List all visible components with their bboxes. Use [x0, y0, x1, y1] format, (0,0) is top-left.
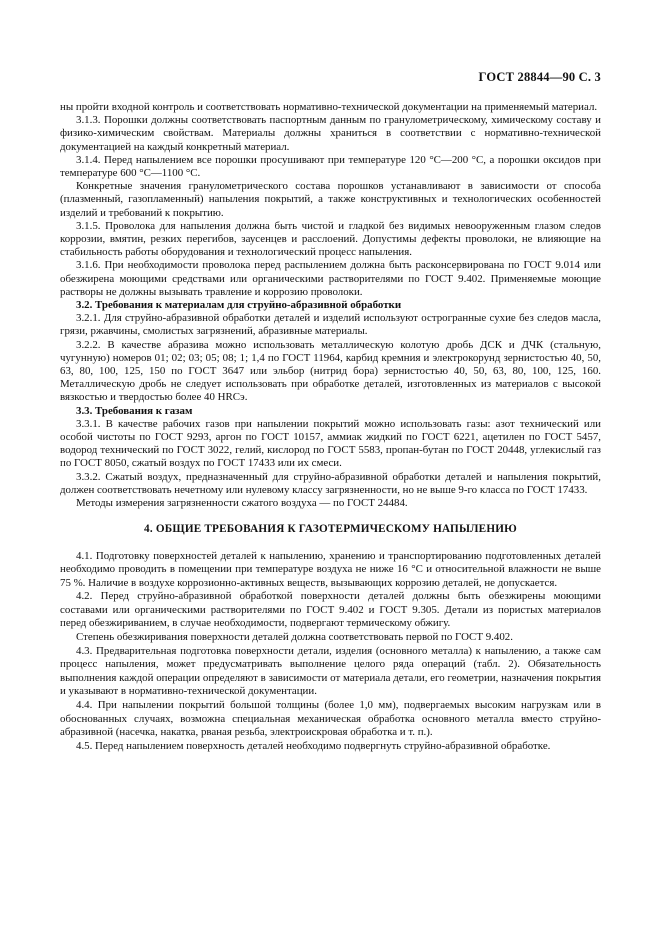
- paragraph: 3.3.1. В качестве рабочих газов при напылении покрытий можно использовать газы: азот технический или особой чистоты по ГОСТ 9293, аргон по ГОСТ 10157, аммиак жидкий по ГОСТ 6221, ацетилен по ГОСТ 5457, водород технический по ГОСТ 3022, гелий, кислород по ГОСТ 5583, пропан-бутан по ГОСТ 20448, углекислый газ по ГОСТ 8050, сжатый воздух по ГОСТ 17433 или их смеси.: [60, 417, 601, 470]
- paragraph: ны пройти входной контроль и соответствовать нормативно-технической документации на применяемый материал.: [60, 101, 598, 113]
- paragraph: 3.1.5. Проволока для напыления должна быть чистой и гладкой без видимых невооруженным глазом следов коррозии, вмятин, резких перегибов, заусенцев и расслоений. Допустимы дефекты проволоки, не влияющие на стабильность работы оборудования и технологический процесс напыления.: [60, 219, 601, 259]
- paragraph: Конкретные значения гранулометрического состава порошков устанавливают в зависимости от способа (плазменный, газопламенный) напыления покрытий, а также конструктивных и технологических особенностей изделий и требований к покрытию.: [60, 180, 601, 219]
- paragraph: 4.5. Перед напылением поверхность деталей необходимо подвергнуть струйно-абразивной обработке.: [76, 739, 551, 752]
- paragraph: 4.1. Подготовку поверхностей деталей к напылению, хранению и транспортированию подготовленных деталей необходимо проводить в помещении при температуре воздуха не ниже 16 °С и относительной влажности не выше 75 %. Наличие в воздухе коррозионно-активных веществ, вызывающих коррозию деталей, не допускается.: [60, 549, 601, 589]
- paragraph: 3.1.3. Порошки должны соответствовать паспортным данным по гранулометрическому, химическому составу и физико-химическим свойствам. Материалы должны храниться в соответствии с нормативно-технической документацией на каждый конкретный материал.: [60, 114, 601, 153]
- subsection-heading: 3.2. Требования к материалам для струйно-абразивной обработки: [76, 299, 402, 312]
- paragraph: 3.1.4. Перед напылением все порошки просушивают при температуре 120 °С—200 °С, а порошки оксидов при температуре 600 °С—1100 °С.: [60, 153, 601, 180]
- paragraph: Методы измерения загрязненности сжатого воздуха — по ГОСТ 24484.: [76, 497, 408, 510]
- paragraph: 3.2.1. Для струйно-абразивной обработки деталей и изделий используют острогранные сухие без следов масла, грязи, ржавчины, смолистых загрязнений, абразивные материалы.: [60, 312, 601, 338]
- subsection-heading: 3.3. Требования к газам: [76, 404, 193, 417]
- document-body: [60, 101, 601, 753]
- paragraph: 3.3.2. Сжатый воздух, предназначенный для струйно-абразивной обработки деталей и напыления покрытий, должен соответствовать нечетному или нулевому классу загрязненности, но не выше 9-го класса по ГОСТ 17433.: [60, 470, 601, 496]
- paragraph: 4.2. Перед струйно-абразивной обработкой поверхности деталей должны быть обезжирены моющими составами или органическими растворителями по ГОСТ 9.402 и ГОСТ 9.305. Детали из пористых материалов перед обезжириванием, в случае необходимости, подвергают термическому обжигу.: [60, 590, 601, 630]
- section-title: 4. ОБЩИЕ ТРЕБОВАНИЯ К ГАЗОТЕРМИЧЕСКОМУ НАПЫЛЕНИЮ: [144, 523, 517, 536]
- section-4: [60, 550, 601, 754]
- paragraph: Степень обезжиривания поверхности деталей должна соответствовать первой по ГОСТ 9.402.: [76, 631, 513, 644]
- paragraph: 4.4. При напылении покрытий большой толщины (более 1,0 мм), подвергаемых высоким нагрузкам или в обоснованных случаях, возможна специальная механическая обработка основного металла вместо струйно-абразивной (насечка, накатка, рваная резьба, электроискровая обработка и т. п.).: [60, 699, 601, 739]
- page-header: ГОСТ 28844—90 С. 3: [478, 70, 601, 84]
- paragraph: 3.2.2. В качестве абразива можно использовать металлическую колотую дробь ДСК и ДЧК (стальную, чугунную) номеров 01; 02; 03; 05; 08; 1; 1,4 по ГОСТ 11964, карбид кремния и электрокорунд зернистостью 40, 50, 63, 80, 100, 125, 150 по ГОСТ 3647 или эльбор (нитрид бора) зернистостью 40, 50, 63, 80, 100, 125, 160. Металлическую дробь не следует использовать при обработке деталей, изготовленных из материалов с высокой вязкостью и твердостью более 40 HRCэ.: [60, 338, 601, 404]
- paragraph: 4.3. Предварительная подготовка поверхности детали, изделия (основного металла) к напылению, а также сам процесс напыления, может предусматривать выполнение целого ряда операций (табл. 2). Обязательность выполнения каждой операции определяют в зависимости от материала детали, его геометрии, назначения покрытия и указывают в нормативно-технической документации.: [60, 644, 601, 698]
- paragraph: 3.1.6. При необходимости проволока перед распылением должна быть расконсервирована по ГОСТ 9.014 или обезжирена моющими средствами или органическими растворителями по ГОСТ 9.402. Применяемые моющие растворы не должны вызывать травление и коррозию проволоки.: [60, 259, 601, 298]
